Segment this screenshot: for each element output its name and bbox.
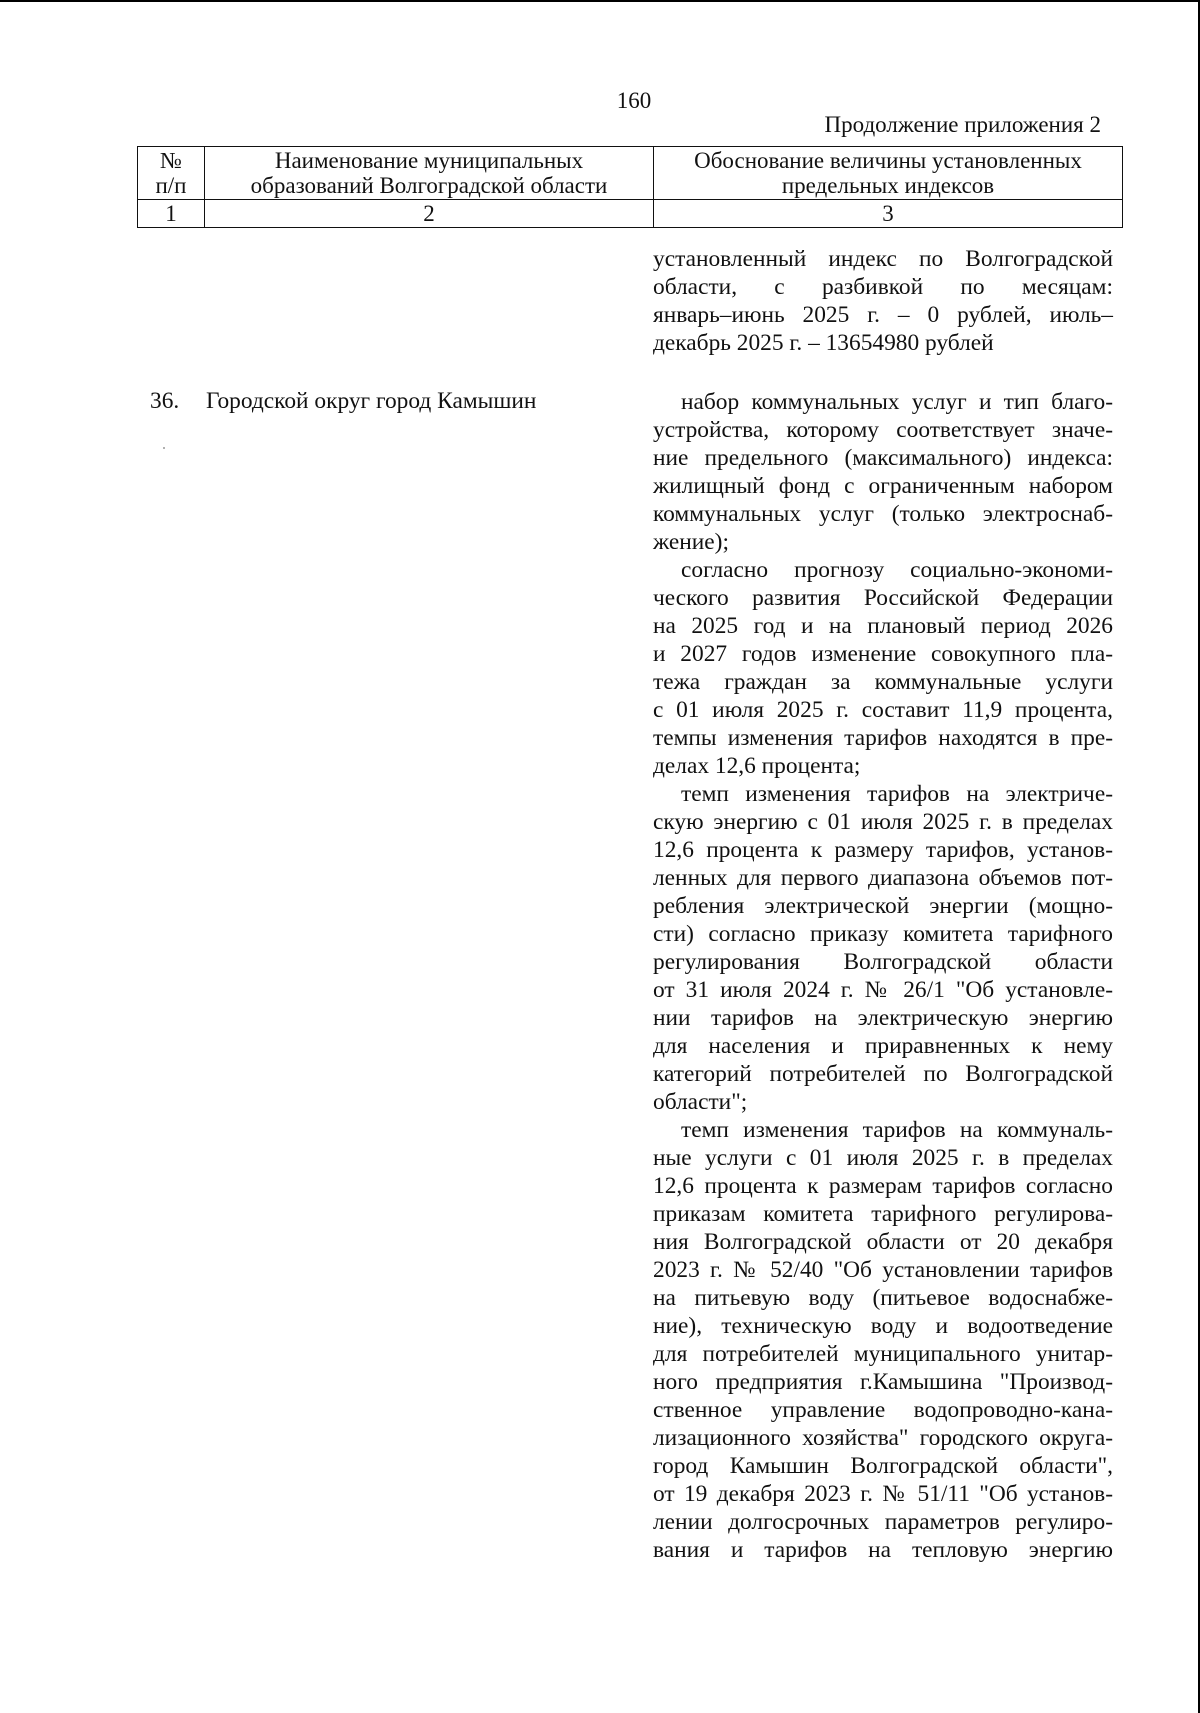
text-line: ребления электрической энергии (мощно-	[653, 893, 1113, 919]
column-numbers-row	[138, 200, 1123, 228]
text-line: устройства, которому соответствует значе-	[653, 417, 1113, 443]
text-line: город Камышин Волгоградской области",	[653, 1453, 1113, 1479]
text-line: январь–июнь 2025 г. – 0 рублей, июль–	[653, 302, 1113, 328]
continued-justification-text	[653, 245, 1113, 357]
text-line: темп изменения тарифов на коммуналь-	[681, 1117, 1113, 1143]
text-line: ленных для первого диапазона объемов пот-	[653, 865, 1113, 891]
text-line: лизационного хозяйства" городского округа-	[653, 1425, 1113, 1451]
text-line: приказам комитета тарифного регулирова-	[653, 1201, 1113, 1227]
table-header-row	[138, 147, 1123, 200]
text-line: жение);	[653, 529, 729, 555]
column-number-3: 3	[654, 200, 1123, 228]
text-line: темпы изменения тарифов находятся в пре-	[653, 725, 1113, 751]
header-municipality-line1: Наименование муниципальных	[274, 148, 584, 173]
text-line: с 01 июля 2025 г. составит 11,9 процента,	[653, 697, 1113, 723]
text-line: делах 12,6 процента;	[653, 753, 861, 779]
header-number-cell	[138, 147, 205, 200]
text-line: согласно прогнозу социально-экономи-	[681, 557, 1113, 583]
text-line: набор коммунальных услуг и тип благо-	[681, 389, 1113, 415]
header-number-line1: №	[160, 148, 182, 173]
row-justification-text	[653, 388, 1113, 1564]
text-line: для населения и приравненных к нему	[653, 1033, 1113, 1059]
text-line: ного предприятия г.Камышина "Производ-	[653, 1369, 1113, 1395]
text-line: ние предельного (максимального) индекса:	[653, 445, 1113, 471]
text-line: скую энергию с 01 июля 2025 г. в пределах	[653, 809, 1113, 835]
text-line: установленный индекс по Волгоградской	[653, 246, 1113, 272]
header-justification-line1: Обоснование величины установленных	[694, 148, 1082, 173]
text-line: ственное управление водопроводно-кана-	[653, 1397, 1113, 1423]
appendix-continuation-label: Продолжение приложения 2	[824, 112, 1101, 137]
text-line: ния Волгоградской области от 20 декабря	[653, 1229, 1113, 1255]
text-line: декабрь 2025 г. – 13654980 рублей	[653, 330, 994, 356]
text-line: 12,6 процента к размерам тарифов согласно	[653, 1173, 1113, 1199]
header-number-line2: п/п	[155, 173, 187, 198]
text-line: и 2027 годов изменение совокупного пла-	[653, 641, 1113, 667]
page-number: 160	[616, 88, 652, 113]
scan-edge-top	[0, 0, 1200, 2]
column-number-1: 1	[138, 200, 205, 228]
text-line: ные услуги с 01 июля 2025 г. в пределах	[653, 1145, 1113, 1171]
text-line: темп изменения тарифов на электриче-	[681, 781, 1113, 807]
column-number-2: 2	[205, 200, 654, 228]
text-line: на 2025 год и на плановый период 2026	[653, 613, 1113, 639]
text-line: категорий потребителей по Волгоградской	[653, 1061, 1113, 1087]
text-line: от 31 июля 2024 г. № 26/1 "Об установле-	[653, 977, 1113, 1003]
text-line: сти) согласно приказу комитета тарифного	[653, 921, 1113, 947]
header-justification-cell	[654, 147, 1123, 200]
text-line: тежа граждан за коммунальные услуги	[653, 669, 1113, 695]
text-line: 2023 г. № 52/40 "Об установлении тарифов	[653, 1257, 1113, 1283]
text-line: области";	[653, 1089, 748, 1115]
header-justification-line2: предельных индексов	[781, 173, 995, 198]
text-line: от 19 декабря 2023 г. № 51/11 "Об установ-	[653, 1481, 1113, 1507]
text-line: на питьевую воду (питьевое водоснабже-	[653, 1285, 1113, 1311]
text-line: для потребителей муниципального унитар-	[653, 1341, 1113, 1367]
text-line: жилищный фонд с ограниченным набором	[653, 473, 1113, 499]
text-line: регулирования Волгоградской области	[653, 949, 1113, 975]
table-header	[137, 146, 1123, 228]
header-municipality-line2: образований Волгоградской области	[250, 173, 608, 198]
text-line: ние), техническую воду и водоотведение	[653, 1313, 1113, 1339]
text-line: ческого развития Российской Федерации	[653, 585, 1113, 611]
text-line: нии тарифов на электрическую энергию	[653, 1005, 1113, 1031]
text-line: коммунальных услуг (только электроснаб-	[653, 501, 1113, 527]
text-line: области, с разбивкой по месяцам:	[653, 274, 1113, 300]
text-line: 12,6 процента к размеру тарифов, установ-	[653, 837, 1113, 863]
text-line: лении долгосрочных параметров регулиро-	[653, 1509, 1113, 1535]
header-municipality-cell	[205, 147, 654, 200]
text-line: вания и тарифов на тепловую энергию	[653, 1537, 1113, 1563]
municipality-name: Городской округ город Камышин	[206, 388, 537, 414]
row-number: 36.	[150, 388, 180, 414]
scan-speck	[163, 447, 165, 449]
